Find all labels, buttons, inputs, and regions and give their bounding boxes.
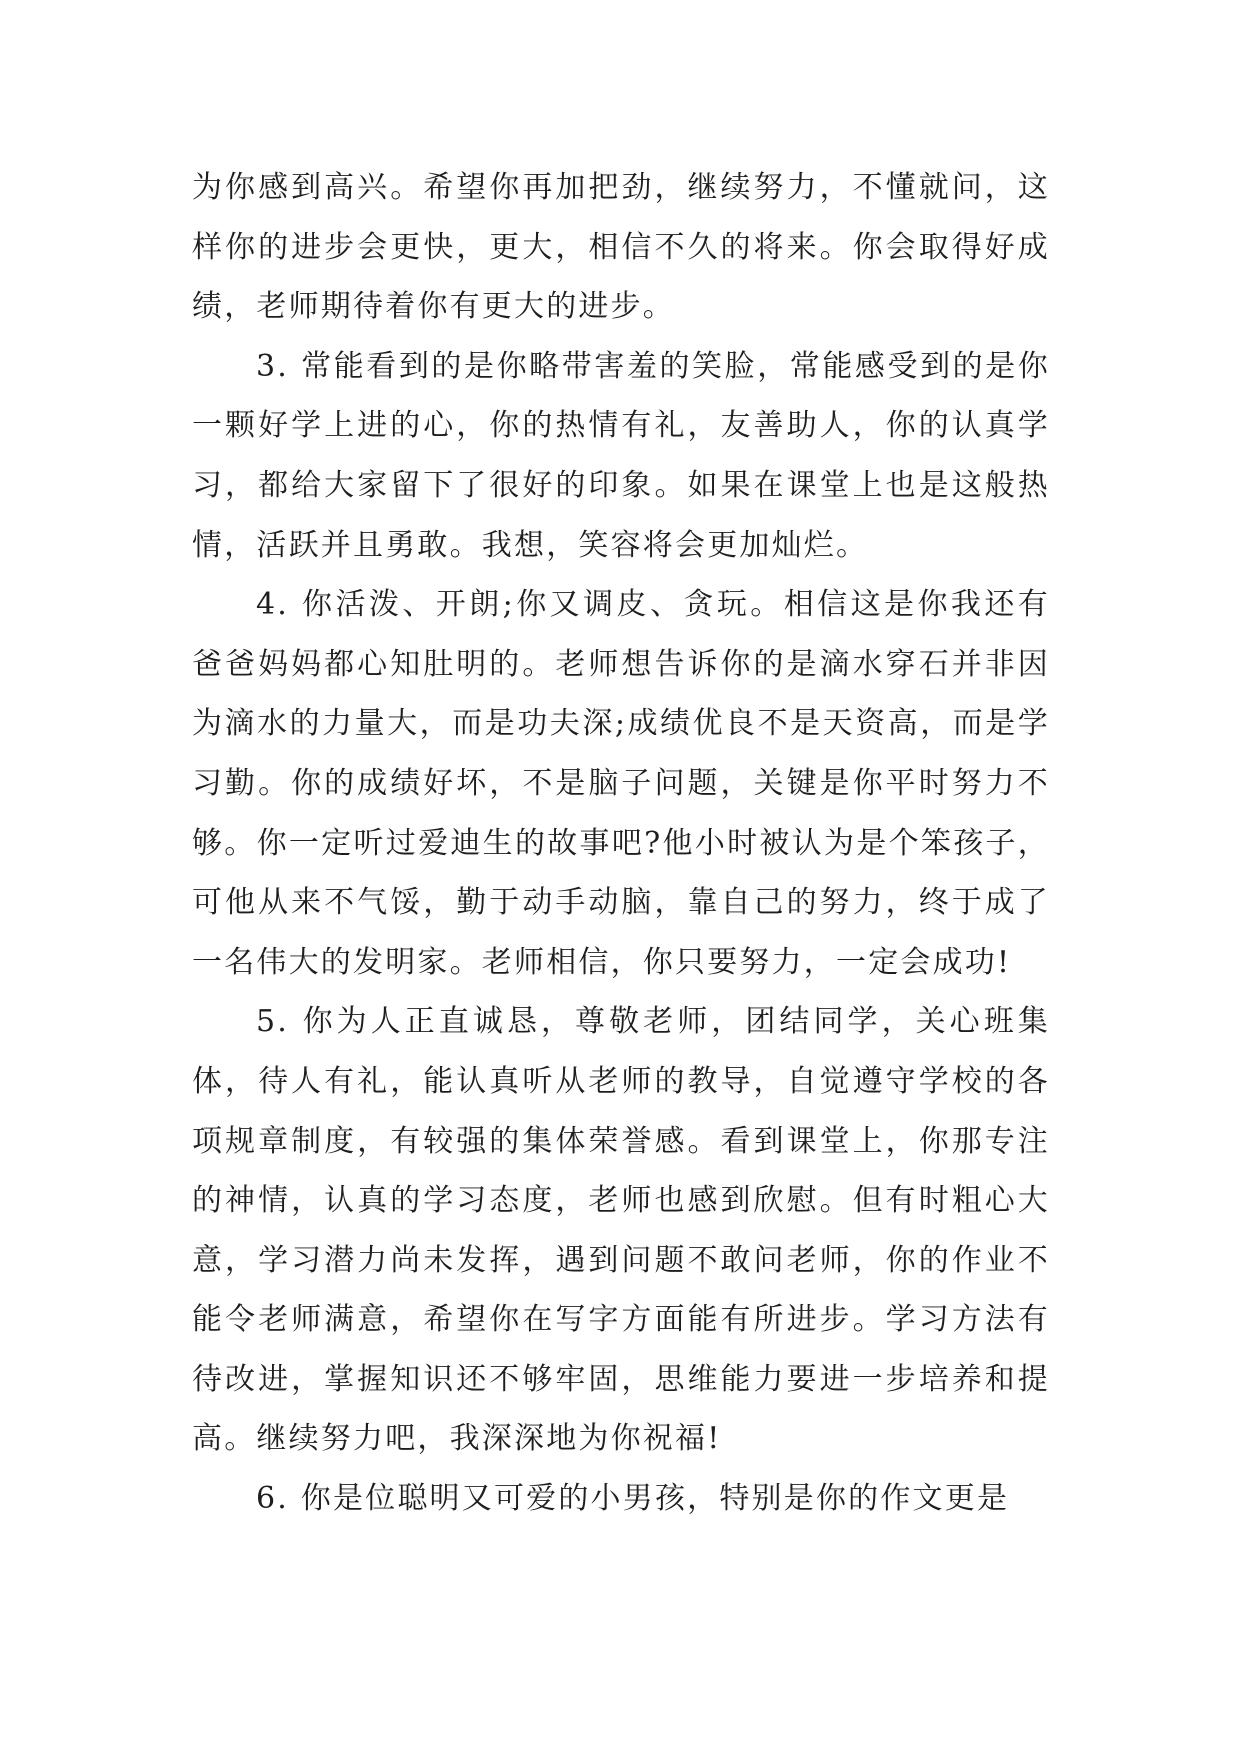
paragraph-item-3: 3. 常能看到的是你略带害羞的笑脸，常能感受到的是你一颗好学上进的心，你的热情有礼，友善助人，你的认真学习，都给大家留下了很好的印象。如果在课堂上也是这般热情，活跃并且勇敢。我想，笑容将会更加灿烂。 bbox=[192, 348, 1050, 563]
paragraph-item-5: 5. 你为人正直诚恳，尊敬老师，团结同学，关心班集体，待人有礼，能认真听从老师的教导，自觉遵守学校的各项规章制度，有较强的集体荣誉感。看到课堂上，你那专注的神情，认真的学习态度，老师也感到欣慰。但有时粗心大意，学习潜力尚未发挥，遇到问题不敢问老师，你的作业不能令老师满意，希望你在写字方面能有所进步。学习方法有待改进，掌握知识还不够牢固，思维能力要进一步培养和提高。继续努力吧，我深深地为你祝福! bbox=[192, 1004, 1050, 1457]
paragraph-item-4: 4. 你活泼、开朗;你又调皮、贪玩。相信这是你我还有爸爸妈妈都心知肚明的。老师想告诉你的是滴水穿石并非因为滴水的力量大，而是功夫深;成绩优良不是天资高，而是学习勤。你的成绩好坏，不是脑子问题，关键是你平时努力不够。你一定听过爱迪生的故事吧?他小时被认为是个笨孩子，可他从来不气馁，勤于动手动脑，靠自己的努力，终于成了一名伟大的发明家。老师相信，你只要努力，一定会成功! bbox=[192, 587, 1050, 980]
paragraph-item-6: 6. 你是位聪明又可爱的小男孩，特别是你的作文更是 bbox=[256, 1481, 1010, 1517]
paragraph-continuation: 为你感到高兴。希望你再加把劲，继续努力，不懂就问，这样你的进步会更快，更大，相信不久的将来。你会取得好成绩，老师期待着你有更大的进步。 bbox=[192, 170, 1050, 325]
document-body bbox=[192, 158, 1050, 1529]
